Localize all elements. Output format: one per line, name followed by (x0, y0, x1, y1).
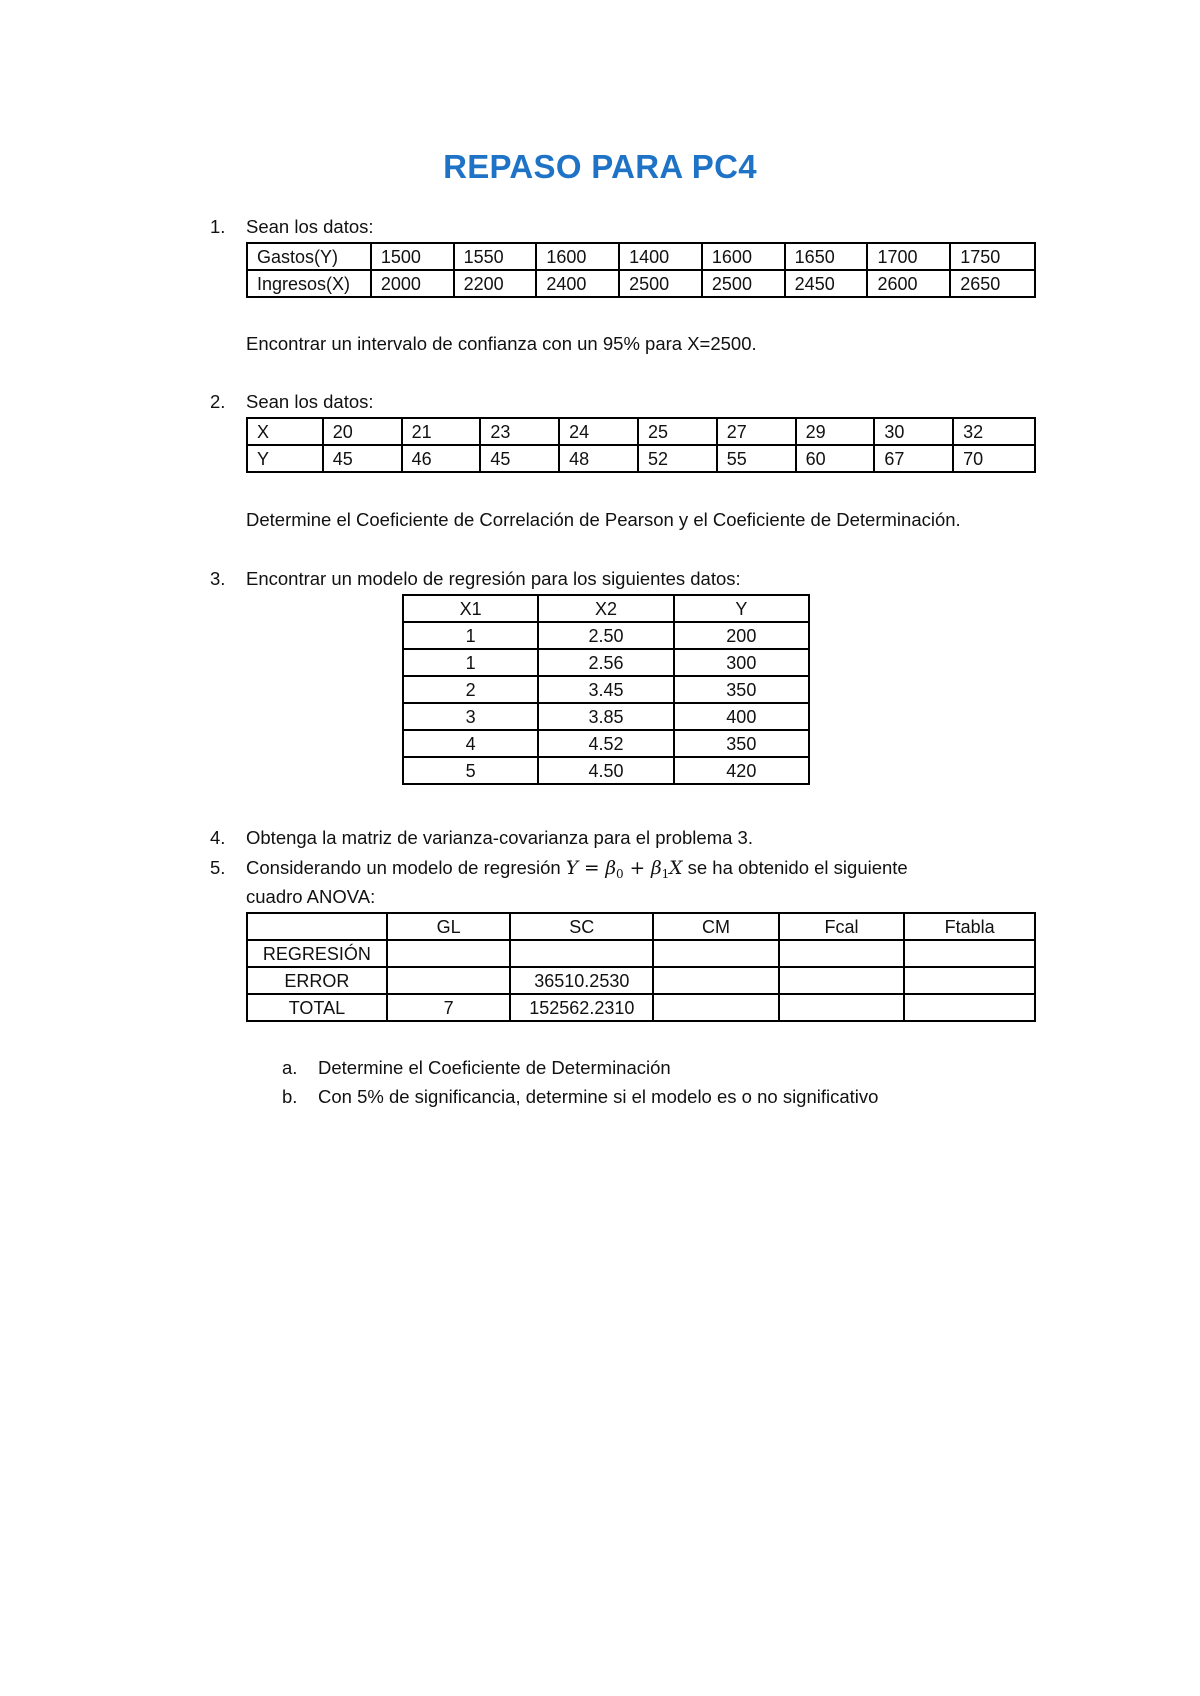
table-cell: 1400 (619, 243, 702, 270)
column-header: Fcal (779, 913, 905, 940)
table-cell (653, 940, 779, 967)
question-text: Obtenga la matriz de varianza-covarianza para el problema 3. (246, 827, 753, 848)
table-row (247, 243, 1035, 270)
question-number: 4. (210, 827, 226, 848)
table-row (247, 994, 1035, 1021)
table-cell: 2000 (371, 270, 454, 297)
table-cell (653, 967, 779, 994)
subitem-text: Determine el Coeficiente de Determinación (318, 1057, 671, 1078)
table-cell: 1 (403, 649, 538, 676)
table-cell: Y (247, 445, 323, 472)
table-cell: 3 (403, 703, 538, 730)
column-header: Y (674, 595, 809, 622)
table-row (247, 940, 1035, 967)
table-cell: 36510.2530 (510, 967, 653, 994)
table-cell: 2500 (619, 270, 702, 297)
table-row (403, 757, 809, 784)
table-cell: 1650 (785, 243, 868, 270)
table-cell: 67 (874, 445, 953, 472)
anova-table (246, 912, 1036, 1022)
question-1 (210, 216, 374, 238)
page-title: REPASO PARA PC4 (443, 148, 757, 185)
question-number: 3. (210, 568, 226, 589)
question-number: 2. (210, 391, 226, 412)
table-cell (904, 967, 1035, 994)
question-5 (210, 857, 908, 885)
table-cell: 2600 (867, 270, 950, 297)
table-cell: 200 (674, 622, 809, 649)
column-header: SC (510, 913, 653, 940)
column-header: GL (387, 913, 511, 940)
question-text: Sean los datos: (246, 391, 374, 412)
q2-instruction: Determine el Coeficiente de Correlación de Pearson y el Coeficiente de Determinación. (246, 509, 961, 530)
table-row (247, 967, 1035, 994)
table-cell: 2650 (950, 270, 1035, 297)
table-cell: 1500 (371, 243, 454, 270)
table-cell (779, 967, 905, 994)
table-cell: 24 (559, 418, 638, 445)
table-cell (779, 940, 905, 967)
question-text: Sean los datos: (246, 216, 374, 237)
table-cell: 46 (402, 445, 481, 472)
table-cell: TOTAL (247, 994, 387, 1021)
regression-formula: $Y = \beta_0 + \beta_1X$ (565, 858, 683, 881)
table-cell: 20 (323, 418, 402, 445)
table-row (403, 622, 809, 649)
table-cell: X (247, 418, 323, 445)
subitem-letter: a. (282, 1057, 298, 1078)
table-cell: 1 (403, 622, 538, 649)
table-cell (904, 994, 1035, 1021)
table-cell: 400 (674, 703, 809, 730)
table-cell: 21 (402, 418, 481, 445)
column-header: X1 (403, 595, 538, 622)
table-cell: 2 (403, 676, 538, 703)
subitem-a (282, 1057, 671, 1079)
q1-data-table (246, 242, 1036, 298)
table-cell (904, 940, 1035, 967)
table-cell: 2500 (702, 270, 785, 297)
table-cell: 60 (796, 445, 875, 472)
table-cell (510, 940, 653, 967)
table-cell: 1600 (702, 243, 785, 270)
table-cell: 45 (323, 445, 402, 472)
table-cell: 420 (674, 757, 809, 784)
table-cell: 30 (874, 418, 953, 445)
table-cell: 4.52 (538, 730, 673, 757)
table-header-row (247, 913, 1035, 940)
table-cell: ERROR (247, 967, 387, 994)
table-cell: 350 (674, 730, 809, 757)
table-cell (779, 994, 905, 1021)
table-cell: 350 (674, 676, 809, 703)
q2-data-table (246, 417, 1036, 473)
table-cell: 300 (674, 649, 809, 676)
table-cell: 1600 (536, 243, 619, 270)
table-cell: 70 (953, 445, 1035, 472)
table-cell: 7 (387, 994, 511, 1021)
question-2 (210, 391, 374, 413)
column-header: X2 (538, 595, 673, 622)
column-header (247, 913, 387, 940)
table-row (247, 445, 1035, 472)
table-cell: 2.56 (538, 649, 673, 676)
question-4 (210, 827, 753, 849)
table-row (247, 270, 1035, 297)
table-row (403, 649, 809, 676)
table-cell: 32 (953, 418, 1035, 445)
table-cell (387, 940, 511, 967)
table-header-row (403, 595, 809, 622)
table-row (247, 418, 1035, 445)
table-cell: 55 (717, 445, 796, 472)
q1-instruction: Encontrar un intervalo de confianza con un 95% para X=2500. (246, 333, 757, 354)
table-cell (653, 994, 779, 1021)
column-header: Ftabla (904, 913, 1035, 940)
subitem-b (282, 1086, 879, 1108)
question-text: Considerando un modelo de regresión (246, 857, 561, 878)
table-cell: 4 (403, 730, 538, 757)
question-text: Encontrar un modelo de regresión para los siguientes datos: (246, 568, 741, 589)
table-row (403, 703, 809, 730)
table-cell: 2.50 (538, 622, 673, 649)
table-cell: Gastos(Y) (247, 243, 371, 270)
question-number: 1. (210, 216, 226, 237)
table-row (403, 730, 809, 757)
question-text: se ha obtenido el siguiente (687, 857, 908, 878)
table-cell: 25 (638, 418, 717, 445)
table-cell: 45 (480, 445, 559, 472)
table-cell: 23 (480, 418, 559, 445)
column-header: CM (653, 913, 779, 940)
table-cell: 3.85 (538, 703, 673, 730)
table-cell: 3.45 (538, 676, 673, 703)
table-cell: 152562.2310 (510, 994, 653, 1021)
subitem-letter: b. (282, 1086, 298, 1107)
question-5-line-2: cuadro ANOVA: (246, 886, 376, 907)
table-row (403, 676, 809, 703)
table-cell: 1550 (454, 243, 537, 270)
table-cell: 1700 (867, 243, 950, 270)
table-cell: 2450 (785, 270, 868, 297)
table-cell: REGRESIÓN (247, 940, 387, 967)
table-cell (387, 967, 511, 994)
question-3 (210, 568, 741, 590)
table-cell: 1750 (950, 243, 1035, 270)
table-cell: 2200 (454, 270, 537, 297)
table-cell: Ingresos(X) (247, 270, 371, 297)
table-cell: 48 (559, 445, 638, 472)
table-cell: 27 (717, 418, 796, 445)
subitem-text: Con 5% de significancia, determine si el modelo es o no significativo (318, 1086, 879, 1107)
table-cell: 4.50 (538, 757, 673, 784)
question-number: 5. (210, 857, 226, 878)
table-cell: 52 (638, 445, 717, 472)
q3-data-table (402, 594, 810, 785)
table-cell: 5 (403, 757, 538, 784)
table-cell: 29 (796, 418, 875, 445)
table-cell: 2400 (536, 270, 619, 297)
